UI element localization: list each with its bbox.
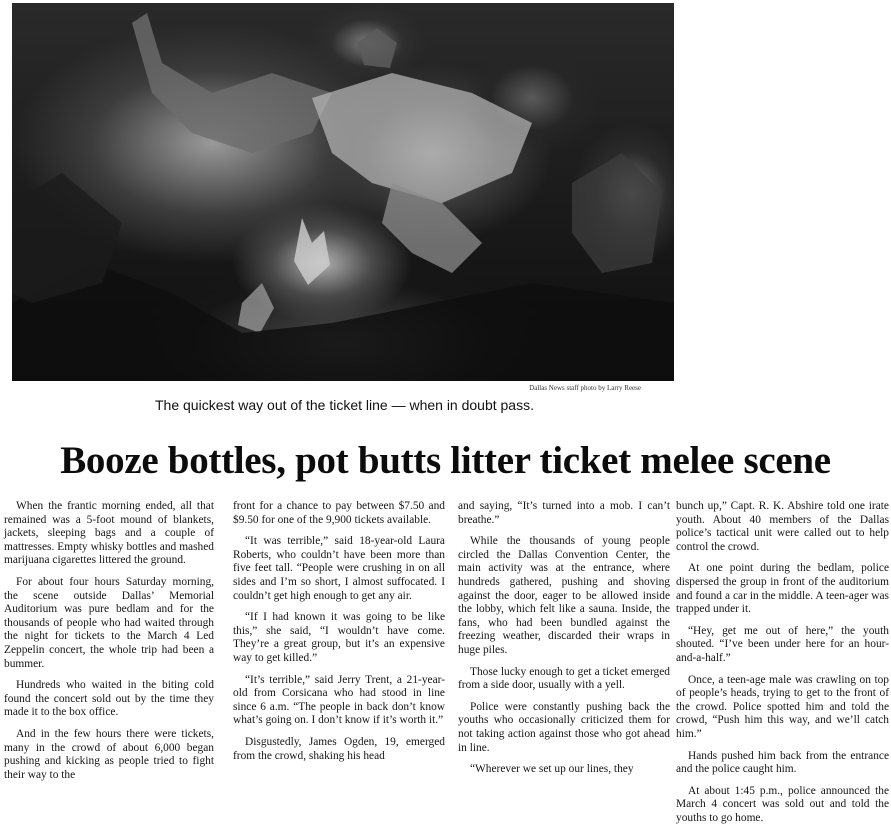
paragraph: “Wherever we set up our lines, they: [470, 763, 634, 776]
paragraph: “It was terrible,” said 18-year-old Laura Roberts, who couldn’t have been more than five feet tall. “People were crushing in on all sides and I’m so short, I almost suffocated. I couldn’t get high enough to get any air.: [233, 535, 445, 602]
article-column-2: [233, 500, 445, 771]
paragraph: For about four hours Saturday morning, the scene outside Dallas’ Memorial Auditorium was pure bedlam and for the thousands of people who had waited through the night for tickets to the March 4 Led Zeppelin concert, the whole trip had been a bummer.: [4, 575, 214, 670]
article-column-3: [458, 500, 670, 785]
paragraph: Police were constantly pushing back the youths who occasionally criticized them for not taking action against those who got ahead in line.: [458, 700, 670, 754]
paragraph: Those lucky enough to get a ticket emerged from a side door, usually with a yell.: [458, 665, 670, 692]
paragraph: While the thousands of young people circled the Dallas Convention Center, the main activity was at the entrance, where hundreds gathered, pushing and shoving against the door, eager to be allowed inside the lobby, which felt like a sauna. Inside, the fans, who had been bundled against the freezing weather, discarded their wraps in huge piles.: [458, 535, 670, 656]
article-column-1: [4, 500, 214, 790]
paragraph: At about 1:45 p.m., police announced the March 4 concert was sold out and told the youths to go home.: [676, 784, 889, 824]
paragraph: “If I had known it was going to be like this,” she said, “I wouldn’t have come. They’re a great group, but it’s an expensive way to get killed.”: [233, 611, 445, 664]
article-column-4: [676, 500, 889, 833]
paragraph: When the frantic morning ended, all that remained was a 5-foot mound of blankets, jackets, sleeping bags and a couple of mattresses. Empty whisky bottles and mashed marijuana cigarettes littered the ground.: [4, 500, 214, 567]
paragraph: Once, a teen-age male was crawling on top of people’s heads, trying to get to the front of the crowd. Police spotted him and told the crowd, “Push him this way, and we’ll catch him.”: [676, 673, 889, 740]
paragraph: Hands pushed him back from the entrance and the police caught him.: [676, 749, 889, 776]
paragraph: “Hey, get me out of here,” the youth shouted. “I’ve been under here for an hour-and-a-half.”: [676, 624, 889, 664]
paragraph: front for a chance to pay between $7.50 and $9.50 for one of the 9,900 tickets available.: [233, 500, 445, 526]
paragraph: At one point during the bedlam, police dispersed the group in front of the auditorium and found a car in the middle. A teen-ager was trapped under it.: [676, 562, 889, 616]
paragraph: “It’s terrible,” said Jerry Trent, a 21-year-old from Corsicana who had stood in line since 6 a.m. “The people in back don’t know what’s going on. I don’t know if it’s worth it.”: [233, 673, 445, 727]
crowd-photo: [12, 3, 674, 381]
paragraph: Hundreds who waited in the biting cold found the concert sold out by the time they made it to the box office.: [4, 679, 214, 719]
paragraph: And in the few hours there were tickets, many in the crowd of about 6,000 began pushing and kicking as people tried to fight their way to the: [4, 727, 214, 781]
photo-credit: Dallas News staff photo by Larry Reese: [529, 384, 641, 392]
paragraph: and saying, “It’s turned into a mob. I can’t breathe.”: [458, 500, 670, 526]
paragraph: bunch up,” Capt. R. K. Abshire told one irate youth. About 40 members of the Dallas police’s tactical unit were called out to help control the crowd.: [676, 500, 889, 553]
photo-caption: The quickest way out of the ticket line — when in doubt pass.: [155, 397, 534, 413]
crowd-photo-shapes: [12, 3, 674, 381]
article-headline: Booze bottles, pot butts litter ticket melee scene: [60, 439, 831, 482]
paragraph: Disgustedly, James Ogden, 19, emerged from the crowd, shaking his head: [233, 735, 445, 762]
